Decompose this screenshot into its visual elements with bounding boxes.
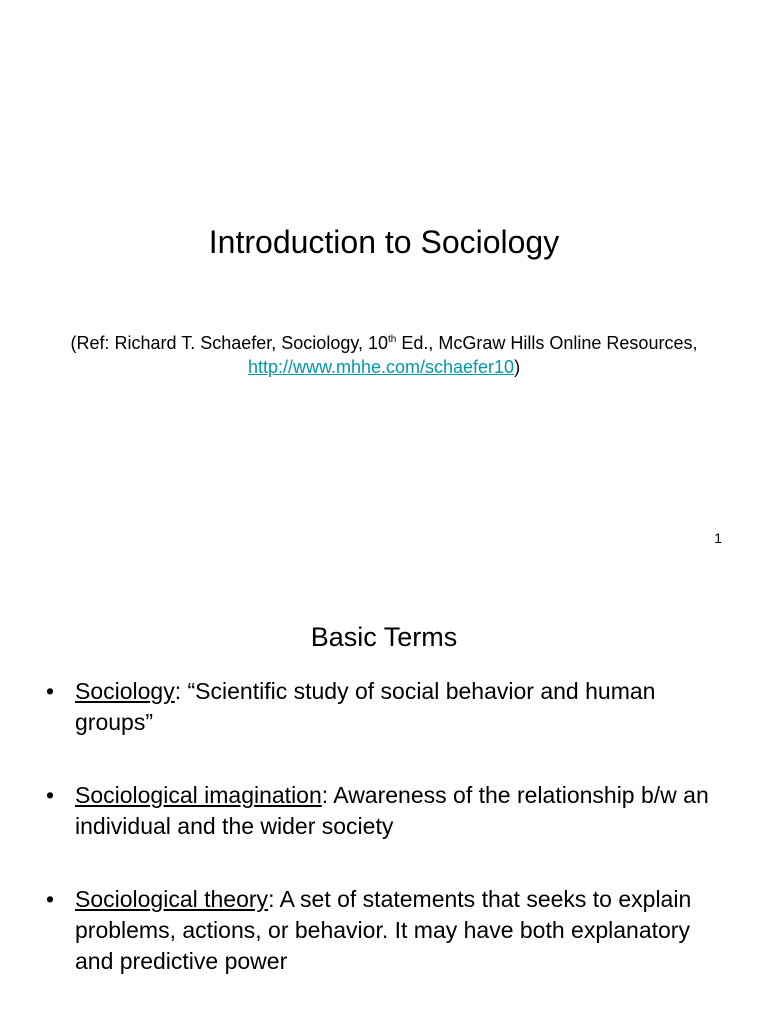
term-name: Sociology bbox=[75, 678, 175, 704]
list-item bbox=[40, 884, 730, 977]
bullet-icon: • bbox=[45, 782, 55, 808]
term-definition: : Awareness of the relationship b/w an individual and the wider society bbox=[75, 782, 709, 839]
list-item bbox=[40, 780, 730, 842]
term-name: Sociological imagination bbox=[75, 782, 322, 808]
term-definition: : “Scientific study of social behavior and human groups” bbox=[75, 678, 656, 735]
reference-suffix: ) bbox=[514, 357, 521, 377]
slide-title: Introduction to Sociology bbox=[208, 224, 560, 260]
section-title: Basic Terms bbox=[310, 622, 458, 652]
bullet-icon: • bbox=[45, 886, 55, 912]
reference-prefix: (Ref: Richard T. Schaefer, Sociology, 10 bbox=[70, 333, 389, 353]
reference-link[interactable]: http://www.mhhe.com/schaefer10 bbox=[247, 357, 515, 377]
list-item bbox=[40, 676, 730, 738]
term-name: Sociological theory bbox=[75, 886, 269, 912]
page-number: 1 bbox=[714, 530, 722, 546]
bullet-icon: • bbox=[45, 678, 55, 704]
term-definition: : A set of statements that seeks to explain problems, actions, or behavior. It may have both explanatory and predictive power bbox=[75, 886, 692, 974]
reference-superscript: th bbox=[388, 334, 397, 345]
terms-list bbox=[40, 676, 730, 977]
reference-middle: Ed., McGraw Hills Online Resources, bbox=[396, 333, 698, 353]
reference-citation bbox=[60, 331, 708, 379]
